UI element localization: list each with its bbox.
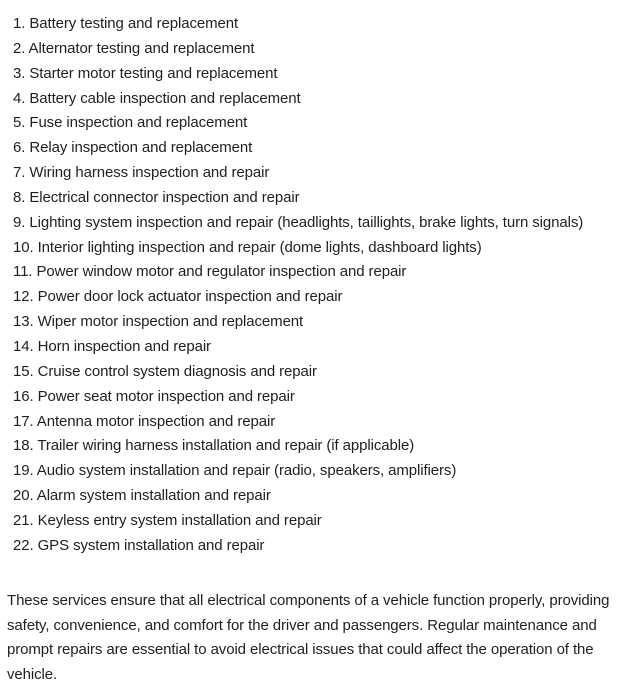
list-item: 11. Power window motor and regulator inspection and repair — [13, 263, 407, 281]
list-item: 8. Electrical connector inspection and repair — [13, 188, 300, 206]
list-item: 22. GPS system installation and repair — [13, 536, 265, 554]
list-item: 2. Alternator testing and replacement — [13, 39, 255, 57]
list-item: 17. Antenna motor inspection and repair — [13, 412, 276, 430]
list-item: 16. Power seat motor inspection and repair — [13, 387, 295, 405]
list-item: 18. Trailer wiring harness installation and repair (if applicable) — [13, 437, 415, 455]
list-item: 10. Interior lighting inspection and repair (dome lights, dashboard lights) — [13, 238, 482, 256]
list-item: 4. Battery cable inspection and replacement — [13, 89, 301, 107]
list-item: 6. Relay inspection and replacement — [13, 139, 253, 157]
list-item: 12. Power door lock actuator inspection and repair — [13, 288, 343, 306]
summary-paragraph: These services ensure that all electrical components of a vehicle function properly, providing safety, convenience, and comfort for the driver and passengers. Regular maintenance and prompt repairs are essential to avoid electrical issues that could affect the operation of the vehicle. — [7, 592, 610, 683]
list-item: 13. Wiper motor inspection and replacement — [13, 313, 304, 331]
list-item: 20. Alarm system installation and repair — [13, 487, 271, 505]
list-item: 9. Lighting system inspection and repair (headlights, taillights, brake lights, turn signals) — [13, 213, 584, 231]
list-item: 7. Wiring harness inspection and repair — [13, 164, 270, 182]
list-item: 15. Cruise control system diagnosis and repair — [13, 362, 317, 380]
list-item: 5. Fuse inspection and replacement — [13, 114, 248, 132]
list-item: 21. Keyless entry system installation and repair — [13, 511, 322, 529]
list-item: 1. Battery testing and replacement — [13, 15, 239, 32]
services-list — [13, 12, 633, 559]
list-item: 3. Starter motor testing and replacement — [13, 64, 278, 82]
list-item: 19. Audio system installation and repair (radio, speakers, amplifiers) — [13, 462, 457, 480]
list-item: 14. Horn inspection and repair — [13, 337, 211, 355]
